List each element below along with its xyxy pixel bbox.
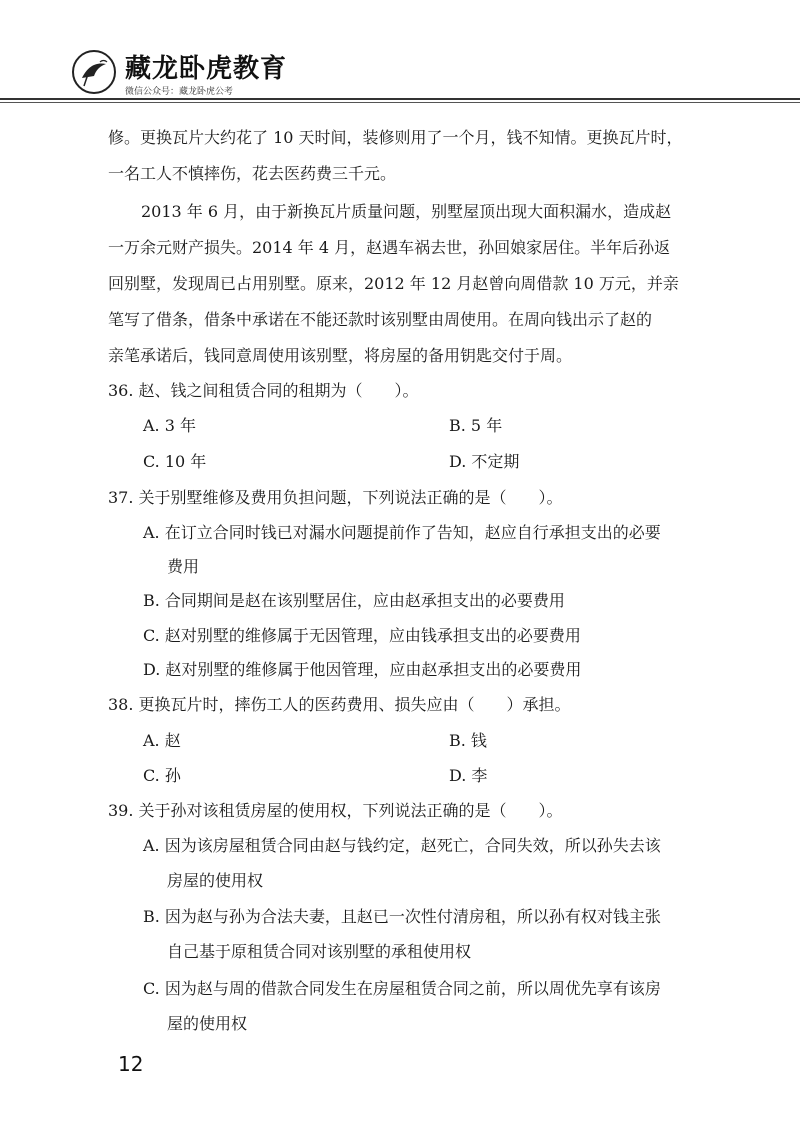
option-d: D. 赵对别墅的维修属于他因管理，应由赵承担支出的必要费用	[143, 660, 582, 679]
option-b: B. 钱	[449, 731, 487, 750]
question-stem: 39. 关于孙对该租赁房屋的使用权，下列说法正确的是（ ）。	[108, 801, 563, 820]
brand-name: 藏龙卧虎教育	[125, 54, 288, 84]
option-b: B. 合同期间是赵在该别墅居住，应由赵承担支出的必要费用	[143, 591, 565, 610]
page-number: 12	[118, 1052, 144, 1076]
passage-line: 一名工人不慎摔伤，花去医药费三千元。	[108, 164, 397, 183]
header-subtitle: 微信公众号：藏龙卧虎公考	[125, 87, 234, 97]
option-d: D. 不定期	[449, 452, 520, 471]
question-stem: 37. 关于别墅维修及费用负担问题，下列说法正确的是（ ）。	[108, 488, 563, 507]
page-header	[0, 0, 800, 104]
option-d: D. 李	[449, 766, 488, 785]
question-stem: 38. 更换瓦片时，摔伤工人的医药费用、损失应由（ ）承担。	[108, 695, 571, 714]
bird-logo-icon	[74, 52, 114, 92]
option-a: A. 赵	[143, 731, 181, 750]
question-stem: 36. 赵、钱之间租赁合同的租期为（ ）。	[108, 381, 419, 400]
option-c: C. 赵对别墅的维修属于无因管理，应由钱承担支出的必要费用	[143, 626, 581, 645]
option-a: A. 在订立合同时钱已对漏水问题提前作了告知，赵应自行承担支出的必要	[143, 523, 661, 542]
option-b: B. 因为赵与孙为合法夫妻，且赵已一次性付清房租，所以孙有权对钱主张	[143, 907, 661, 926]
passage-line: 修。更换瓦片大约花了 10 天时间，装修则用了一个月，钱不知情。更换瓦片时，	[108, 128, 683, 147]
option-a: A. 因为该房屋租赁合同由赵与钱约定，赵死亡，合同失效，所以孙失去该	[143, 836, 661, 855]
option-c: C. 10 年	[143, 452, 207, 471]
logo	[72, 50, 116, 94]
option-a-continued: 费用	[167, 557, 200, 576]
passage-line: 亲笔承诺后，钱同意周使用该别墅，将房屋的备用钥匙交付于周。	[108, 346, 573, 365]
option-a-continued: 房屋的使用权	[167, 871, 264, 890]
header-rule-thin	[0, 102, 800, 103]
passage-line: 回别墅，发现周已占用别墅。原来，2012 年 12 月赵曾向周借款 10 万元，并亲	[108, 274, 679, 293]
passage-line: 笔写了借条，借条中承诺在不能还款时该别墅由周使用。在周向钱出示了赵的	[108, 310, 653, 329]
option-a: A. 3 年	[143, 416, 196, 435]
option-b: B. 5 年	[449, 416, 503, 435]
option-b-continued: 自己基于原租赁合同对该别墅的承租使用权	[167, 942, 472, 961]
option-c-continued: 屋的使用权	[167, 1014, 248, 1033]
header-rule	[0, 98, 800, 100]
passage-line: 2013 年 6 月，由于新换瓦片质量问题，别墅屋顶出现大面积漏水，造成赵	[141, 202, 672, 221]
option-c: C. 孙	[143, 766, 181, 785]
option-c: C. 因为赵与周的借款合同发生在房屋租赁合同之前，所以周优先享有该房	[143, 979, 661, 998]
passage-line: 一万余元财产损失。2014 年 4 月，赵遇车祸去世，孙回娘家居住。半年后孙返	[108, 238, 671, 257]
